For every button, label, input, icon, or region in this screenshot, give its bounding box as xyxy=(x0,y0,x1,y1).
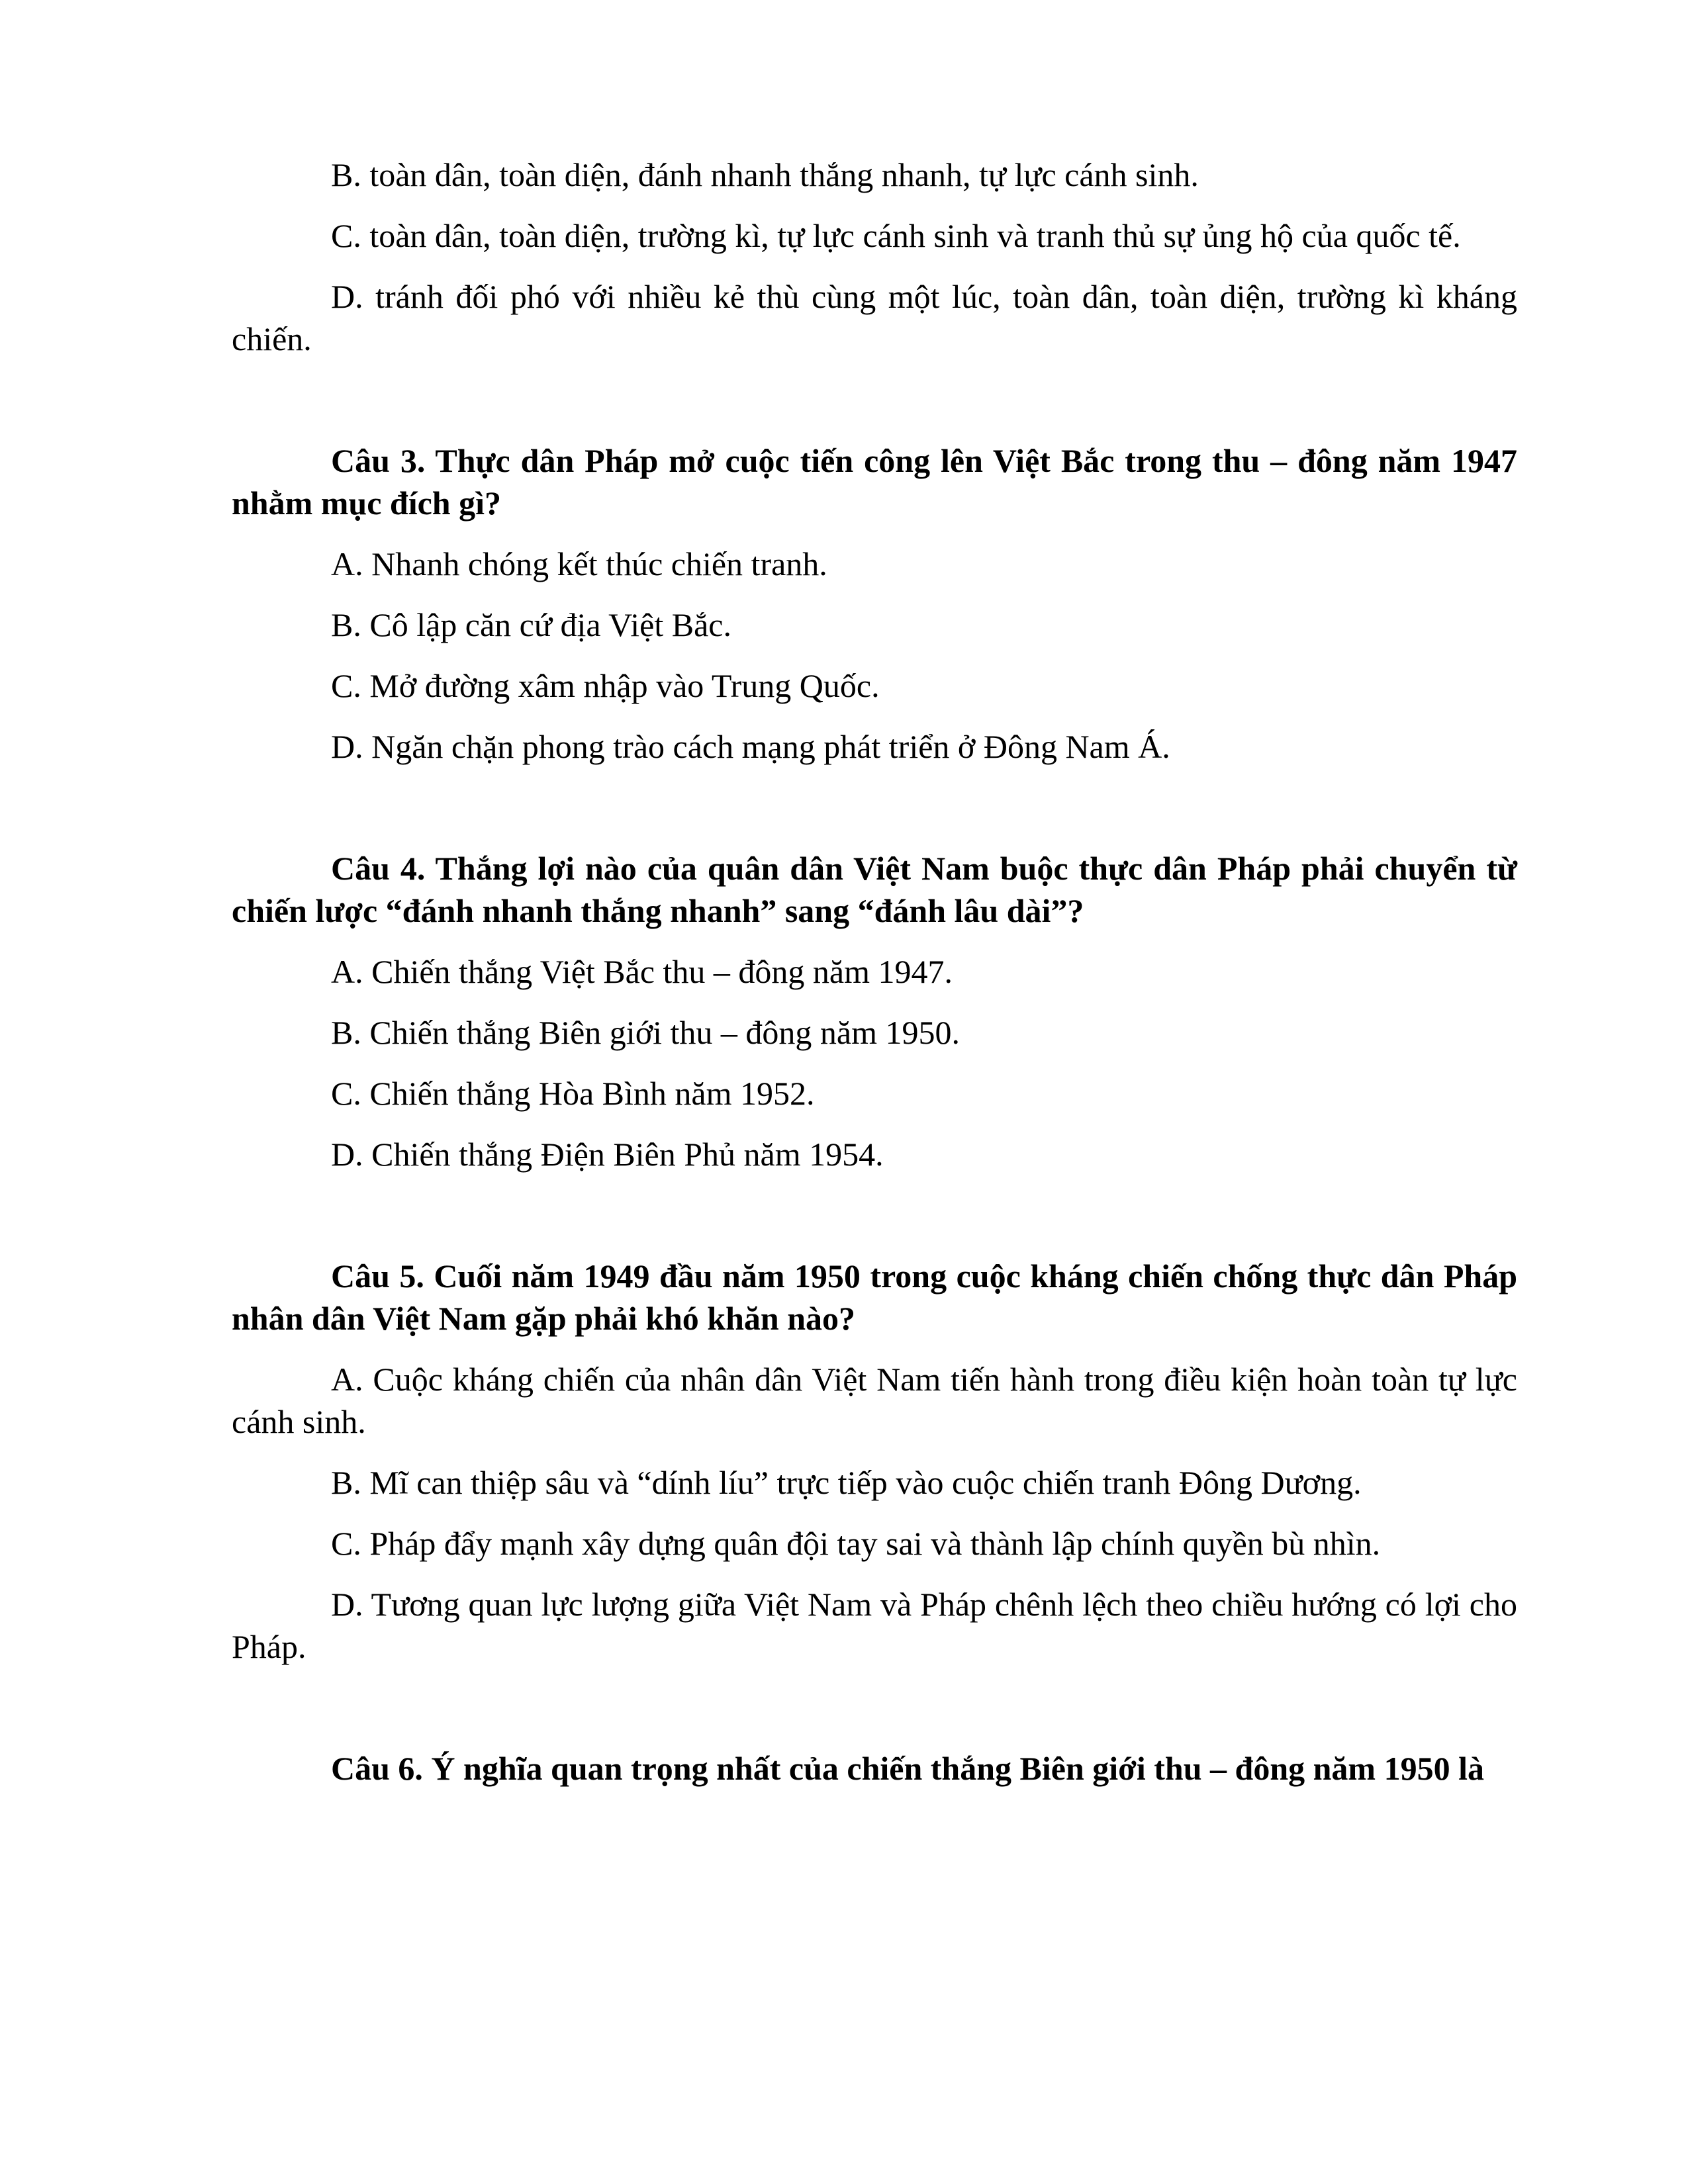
q2-option-c: C. toàn dân, toàn diện, trường kì, tự lực cánh sinh và tranh thủ sự ủng hộ của quốc tế. xyxy=(331,217,1461,254)
q5-option-c: C. Pháp đẩy mạnh xây dựng quân đội tay sai và thành lập chính quyền bù nhìn. xyxy=(331,1525,1381,1562)
q4-option-c: C. Chiến thắng Hòa Bình năm 1952. xyxy=(331,1075,815,1112)
q3-option-b: B. Cô lập căn cứ địa Việt Bắc. xyxy=(331,606,731,643)
question-5 xyxy=(232,1255,1517,1340)
q4-option-d: D. Chiến thắng Điện Biên Phủ năm 1954. xyxy=(331,1136,884,1173)
question-6 xyxy=(232,1747,1517,1790)
document-page xyxy=(232,154,1517,1808)
q4-option-b: B. Chiến thắng Biên giới thu – đông năm 1950. xyxy=(331,1014,960,1051)
q5-option-b: B. Mĩ can thiệp sâu và “dính líu” trực tiếp vào cuộc chiến tranh Đông Dương. xyxy=(331,1464,1362,1501)
q2-option-d: D. tránh đối phó với nhiều kẻ thù cùng một lúc, toàn dân, toàn diện, trường kì kháng chiến. xyxy=(232,278,1517,357)
question-5-number: Câu 5. xyxy=(331,1257,424,1295)
q4-option-a: A. Chiến thắng Việt Bắc thu – đông năm 1947. xyxy=(331,953,953,990)
q5-option-a: A. Cuộc kháng chiến của nhân dân Việt Nam tiến hành trong điều kiện hoàn toàn tự lực cánh sinh. xyxy=(232,1361,1517,1440)
question-3-number: Câu 3. xyxy=(331,442,426,479)
q3-option-d: D. Ngăn chặn phong trào cách mạng phát triển ở Đông Nam Á. xyxy=(331,728,1170,765)
question-6-text: . Ý nghĩa quan trọng nhất của chiến thắng Biên giới thu – đông năm 1950 là xyxy=(414,1750,1484,1787)
question-4-text: Thắng lợi nào của quân dân Việt Nam buộc thực dân Pháp phải chuyển từ chiến lược “đánh nhanh thắng nhanh” sang “đánh lâu dài”? xyxy=(232,850,1517,929)
q2-option-b: B. toàn dân, toàn diện, đánh nhanh thắng nhanh, tự lực cánh sinh. xyxy=(331,156,1199,193)
q3-option-a: A. Nhanh chóng kết thúc chiến tranh. xyxy=(331,545,827,582)
question-6-number: Câu 6 xyxy=(331,1750,415,1787)
question-3-text: Thực dân Pháp mở cuộc tiến công lên Việt Bắc trong thu – đông năm 1947 nhằm mục đích gì? xyxy=(232,442,1517,522)
q3-option-c: C. Mở đường xâm nhập vào Trung Quốc. xyxy=(331,667,880,704)
question-5-text: Cuối năm 1949 đầu năm 1950 trong cuộc kháng chiến chống thực dân Pháp nhân dân Việt Nam gặp phải khó khăn nào? xyxy=(232,1257,1518,1337)
question-4-number: Câu 4. xyxy=(331,850,426,887)
question-3 xyxy=(232,439,1517,524)
q5-option-d: D. Tương quan lực lượng giữa Việt Nam và Pháp chênh lệch theo chiều hướng có lợi cho Pháp. xyxy=(232,1586,1517,1665)
question-4 xyxy=(232,847,1517,932)
